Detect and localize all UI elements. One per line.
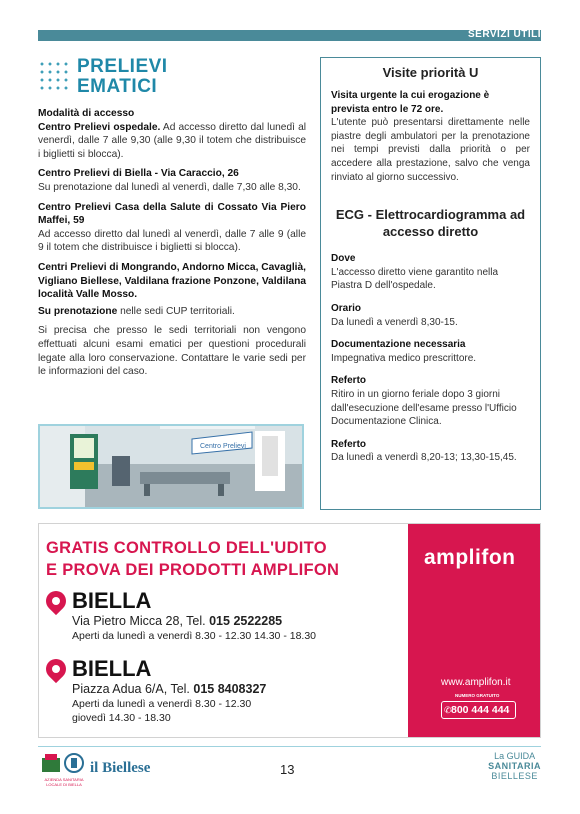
location-2-hours <box>72 698 251 725</box>
visite-text: L'utente può presentarsi direttamente nelle piastre degli ambulatori per la prenotazione nei tempi previsti dalla priorità o per accedere alla prestazione, salvo che venga rinviato al giorno successivo. <box>331 117 530 183</box>
dove-text: L'accesso diretto viene garantito nella Piastra D dell'ospedale. <box>331 266 499 292</box>
header-band <box>38 30 541 41</box>
ad-title-line-2: E PROVA DEI PRODOTTI AMPLIFON <box>46 561 340 579</box>
address-text: Piazza Adua 6/A, Tel. <box>72 682 194 696</box>
documentazione-text: Impegnativa medico prescrittore. <box>331 352 477 364</box>
guida-line-2: SANITARIA <box>488 761 541 771</box>
paragraph-prenotazione <box>38 305 306 319</box>
footer-rule <box>38 746 541 747</box>
address-text: Via Pietro Micca 28, Tel. <box>72 614 210 628</box>
paragraph-text: Ad accesso diretto dal lunedì al venerdì, dalle 7 alle 9,30 (alle 9,30 il totem che distribuisce i biglietti si blocca). <box>38 121 306 160</box>
location-2-address <box>72 682 266 697</box>
visite-bold: Visita urgente la cui erogazione è prevista entro le 72 ore. <box>331 90 490 115</box>
location-2-city: BIELLA <box>72 656 152 681</box>
mode-heading: Modalità di accesso <box>38 108 135 119</box>
title-line-2: EMATICI <box>77 76 158 97</box>
title-line-1: PRELIEVI <box>77 56 168 77</box>
amplifon-logo: amplifon <box>424 546 516 569</box>
asl-text: AZIENDA SANITARIA LOCALE DI BIELLA <box>44 777 84 787</box>
info-box-content <box>331 64 530 465</box>
phone-number: 015 8408327 <box>193 682 267 696</box>
asl-logo-icon <box>42 752 86 776</box>
paragraph-title: Centro Prelievi di Biella - Via Caraccio, 26 <box>38 168 239 180</box>
ecg-title: ECG - Elettrocardiogramma ad accesso diretto <box>335 207 526 240</box>
paragraph-title: Centri Prelievi di Mongrando, Andorno Micca, Cavaglià, Vigliano Biellese, Valdilana frazione Ponzone, Valdilana località Valle Mosso. <box>38 261 306 301</box>
paragraph-biella <box>38 167 306 194</box>
photo-sign-text: Centro Prelievi <box>200 443 246 450</box>
paragraph-title: Su prenotazione <box>38 305 118 317</box>
paragraph-text: nelle sedi CUP territoriali. <box>117 305 235 317</box>
paragraph-title: Centro Prelievi ospedale. <box>38 121 161 133</box>
location-1-hours: Aperti da lunedì a venerdì 8.30 - 12.30 14.30 - 18.30 <box>72 630 317 642</box>
location-1-address <box>72 614 282 629</box>
hours-line-1: Aperti da lunedì a venerdì 8.30 - 12.30 <box>72 698 252 710</box>
location-1-city: BIELLA <box>72 588 152 613</box>
il-biellese-logo: il Biellese <box>90 760 151 776</box>
waiting-room-photo <box>38 424 304 509</box>
freephone-label: NUMERO GRATUITO <box>455 693 500 698</box>
guida-logo <box>488 751 541 781</box>
amplifon-website-link[interactable]: www.amplifon.it <box>441 677 511 688</box>
orario-label: Orario <box>331 302 362 314</box>
section-label: SERVIZI UTILI <box>468 29 541 40</box>
phone-number: 015 2522285 <box>209 614 283 628</box>
guida-line-3: BIELLESE <box>491 771 538 781</box>
paragraph-cossato <box>38 201 306 255</box>
referto-hours-label: Referto <box>331 438 367 450</box>
referto-label: Referto <box>331 375 367 387</box>
section-title <box>77 57 168 97</box>
documentazione-label: Documentazione necessaria <box>331 339 466 351</box>
referto-hours-text: Da lunedì a venerdì 8,20-13; 13,30-15,45. <box>331 452 517 464</box>
paragraph-title: Centro Prelievi Casa della Salute di Cossato Via Piero Maffei, 59 <box>38 201 306 227</box>
freephone-number: 800 444 444 <box>451 704 510 716</box>
page-number: 13 <box>280 762 295 777</box>
paragraph-note: Si precisa che presso le sedi territoriali non vengono effettuati alcuni esami ematici per questioni procedurali legate alla loro conservazione. Contattare le varie sedi per le informazioni del caso. <box>38 325 306 378</box>
dove-label: Dove <box>331 253 356 265</box>
referto-text: Ritiro in un giorno feriale dopo 3 giorni dall'esecuzione dell'esame presso l'Ufficio Documentazione Clinica. <box>331 388 517 428</box>
ad-title <box>46 537 339 581</box>
prelievi-body <box>38 107 306 385</box>
waiting-room-illustration <box>40 426 302 507</box>
paragraph-text: Su prenotazione dal lunedì al venerdì, dalle 7,30 alle 8,30. <box>38 181 301 193</box>
guida-line-1: La GUIDA <box>494 751 536 761</box>
dots-decoration <box>38 60 72 94</box>
paragraph-text: Ad accesso diretto dal lunedì al venerdì, dalle 7 alle 9 (alle 9 il totem che distribuisce i biglietti si blocca). <box>38 228 306 254</box>
visite-title: Visite priorità U <box>382 65 479 80</box>
paragraph-territoriali <box>38 261 306 302</box>
hours-line-2: giovedì 14.30 - 18.30 <box>72 711 171 724</box>
paragraph-ospedale <box>38 121 306 162</box>
orario-text: Da lunedì a venerdì 8,30-15. <box>331 316 458 328</box>
phone-icon: ✆ <box>444 705 452 715</box>
ad-title-line-1: GRATIS CONTROLLO DELL'UDITO <box>46 539 327 557</box>
